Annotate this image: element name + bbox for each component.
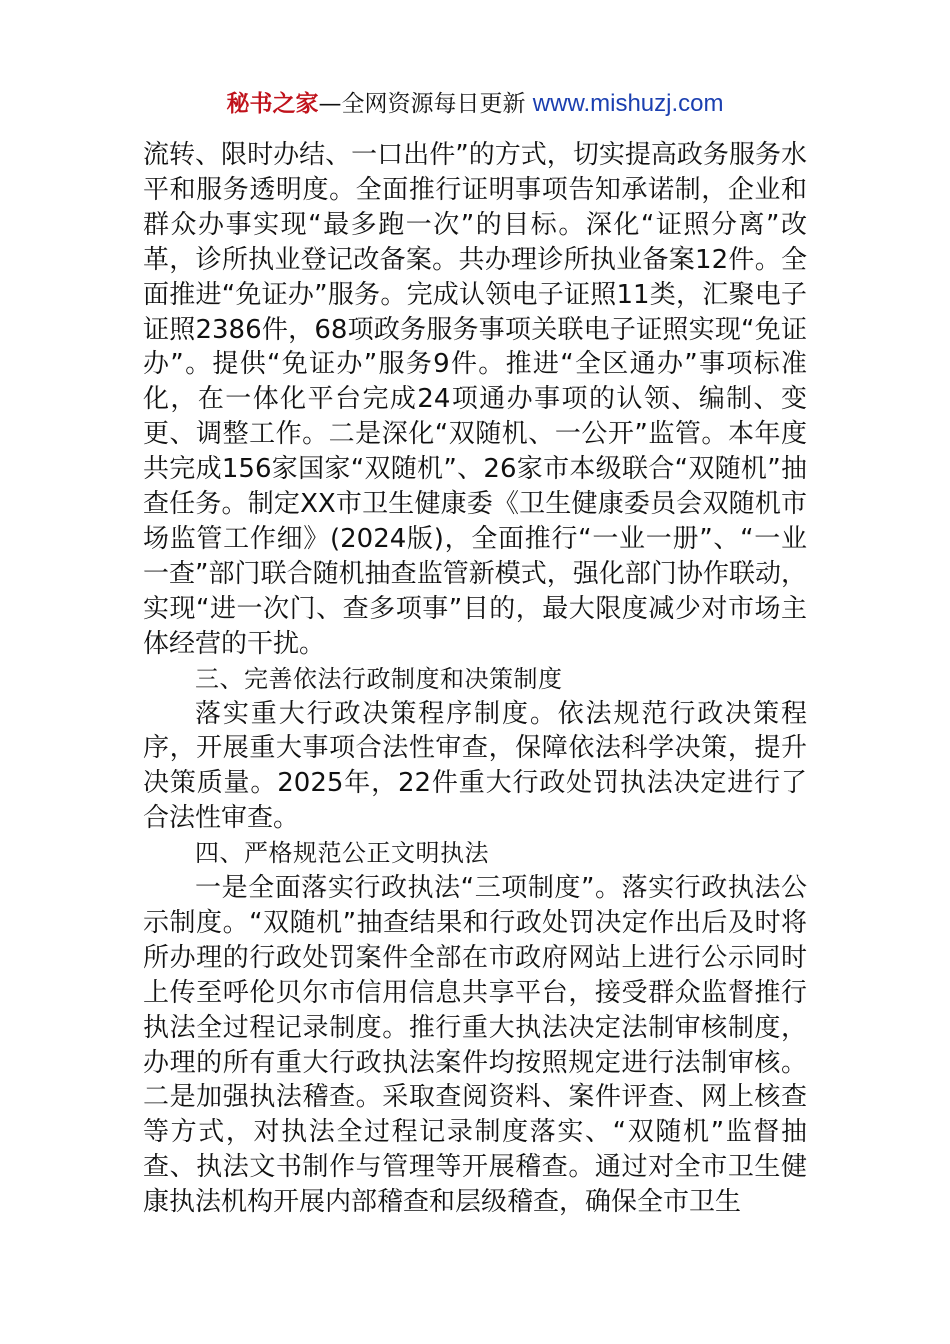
document-body [143,138,807,1220]
section-heading-3: 三、完善依法行政制度和决策制度 [195,664,563,693]
paragraph-decision-system: 落实重大行政决策程序制度。依法规范行政决策程序，开展重大事项合法性审查，保障依法科学决策，提升决策质量。2025年，22件重大行政处罚执法决定进行了合法性审查。 [143,698,807,834]
brand-name: 秘书之家 [226,91,319,117]
paragraph-continued: 流转、限时办结、一口出件”的方式，切实提高政务服务水平和服务透明度。全面推行证明事项告知承诺制，企业和群众办事实现“最多跑一次”的目标。深化“证照分离”改革，诊所执业登记改备案。共办理诊所执业备案12件。全面推进“免证办”服务。完成认领电子证照11类，汇聚电子证照2386件，68项政务服务事项关联电子证照实现“免证办”。提供“免证办”服务9件。推进“全区通办”事项标准化，在一体化平台完成24项通办事项的认领、编制、变更、调整工作。二是深化“双随机、一公开”监管。本年度共完成156家国家“双随机”、26家市本级联合“双随机”抽查任务。制定XX市卫生健康委《卫生健康委员会双随机市场监管工作细》(2024版)，全面推行“一业一册”、“一业一查”部门联合随机抽查监管新模式，强化部门协作联动，实现“进一次门、查多项事”目的，最大限度减少对市场主体经营的干扰。 [143,140,807,659]
site-url-link[interactable]: www.mishuzj.com [532,90,724,117]
section-heading-4: 四、严格规范公正文明执法 [195,839,489,868]
page-header [0,88,950,120]
header-tagline: —全网资源每日更新 [318,91,533,117]
paragraph-law-enforcement: 一是全面落实行政执法“三项制度”。落实行政执法公示制度。“双随机”抽查结果和行政处罚决定作出后及时将所办理的行政处罚案件全部在市政府网站上进行公示同时上传至呼伦贝尔市信用信息共享平台，接受群众监督推行执法全过程记录制度。推行重大执法决定法制审核制度，办理的所有重大行政执法案件均按照规定进行法制审核。二是加强执法稽查。采取查阅资料、案件评查、网上核查等方式，对执法全过程记录制度落实、“双随机”监督抽查、执法文书制作与管理等开展稽查。通过对全市卫生健康执法机构开展内部稽查和层级稽查，确保全市卫生 [143,873,807,1218]
